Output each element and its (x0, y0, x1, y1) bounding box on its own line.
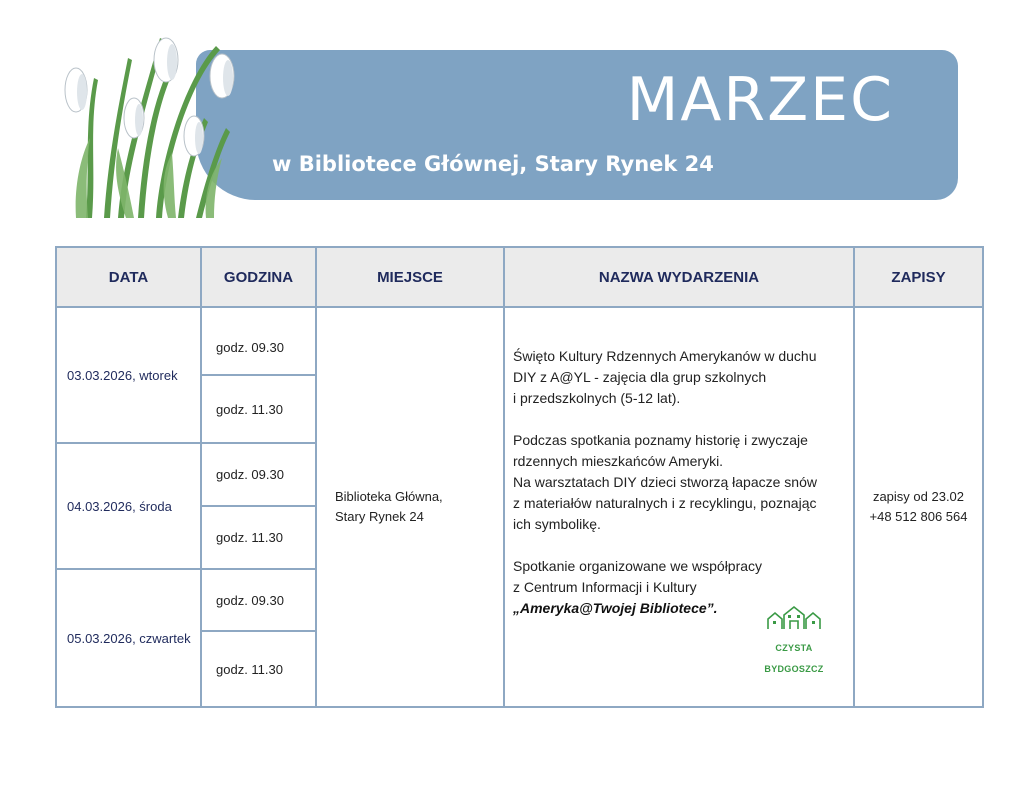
event-line: i przedszkolnych (5-12 lat). (513, 389, 681, 406)
event-emphasis: „Ameryka@Twojej Bibliotece”. (513, 599, 718, 616)
czysta-bydgoszcz-logo (749, 605, 839, 680)
date-cell: 03.03.2026, wtorek (56, 307, 201, 443)
snowdrop-flowers-illustration (56, 18, 246, 218)
place-cell (316, 307, 504, 707)
event-line: rdzennych mieszkańców Ameryki. (513, 452, 724, 469)
event-line: z materiałów naturalnych i z recyklingu, poznając (513, 494, 817, 511)
time-cell: godz. 09.30 (201, 569, 316, 631)
event-line: Na warsztatach DIY dzieci stworzą łapacze snów (513, 473, 817, 490)
event-line: z Centrum Informacji i Kultury (513, 578, 697, 595)
event-line: Podczas spotkania poznamy historię i zwyczaje (513, 431, 808, 448)
date-cell: 05.03.2026, czwartek (56, 569, 201, 707)
time-cell: godz. 11.30 (201, 631, 316, 707)
location-subtitle: w Bibliotece Głównej, Stary Rynek 24 (272, 152, 714, 176)
logo-text: CZYSTA BYDGOSZCZ (764, 643, 824, 674)
event-line: ich symbolikę. (513, 515, 601, 532)
time-cell: godz. 11.30 (201, 375, 316, 443)
event-description-cell (504, 307, 854, 707)
column-header-place: MIEJSCE (316, 247, 504, 307)
column-header-event: NAZWA WYDARZENIA (504, 247, 854, 307)
date-cell: 04.03.2026, środa (56, 443, 201, 569)
event-paragraph (513, 346, 845, 409)
houses-logo-icon (766, 605, 822, 631)
time-cell: godz. 09.30 (201, 443, 316, 506)
event-line: Święto Kultury Rdzennych Amerykanów w duchu (513, 347, 817, 364)
time-cell: godz. 11.30 (201, 506, 316, 569)
signup-phone: +48 512 806 564 (869, 509, 968, 524)
schedule-table-wrapper (55, 246, 984, 708)
table-row (56, 307, 983, 375)
event-line: DIY z A@YL - zajęcia dla grup szkolnych (513, 368, 767, 385)
column-header-time: GODZINA (201, 247, 316, 307)
signup-line: zapisy od 23.02 (872, 489, 965, 504)
signup-cell (854, 307, 983, 707)
column-header-date: DATA (56, 247, 201, 307)
month-title: MARZEC (626, 65, 894, 135)
column-header-signup: ZAPISY (854, 247, 983, 307)
place-line: Biblioteka Główna, (335, 489, 443, 504)
schedule-table (55, 246, 984, 708)
place-line: Stary Rynek 24 (335, 509, 424, 524)
event-line: Spotkanie organizowane we współpracy (513, 557, 763, 574)
time-cell: godz. 09.30 (201, 307, 316, 375)
event-paragraph (513, 430, 845, 535)
table-header-row (56, 247, 983, 307)
